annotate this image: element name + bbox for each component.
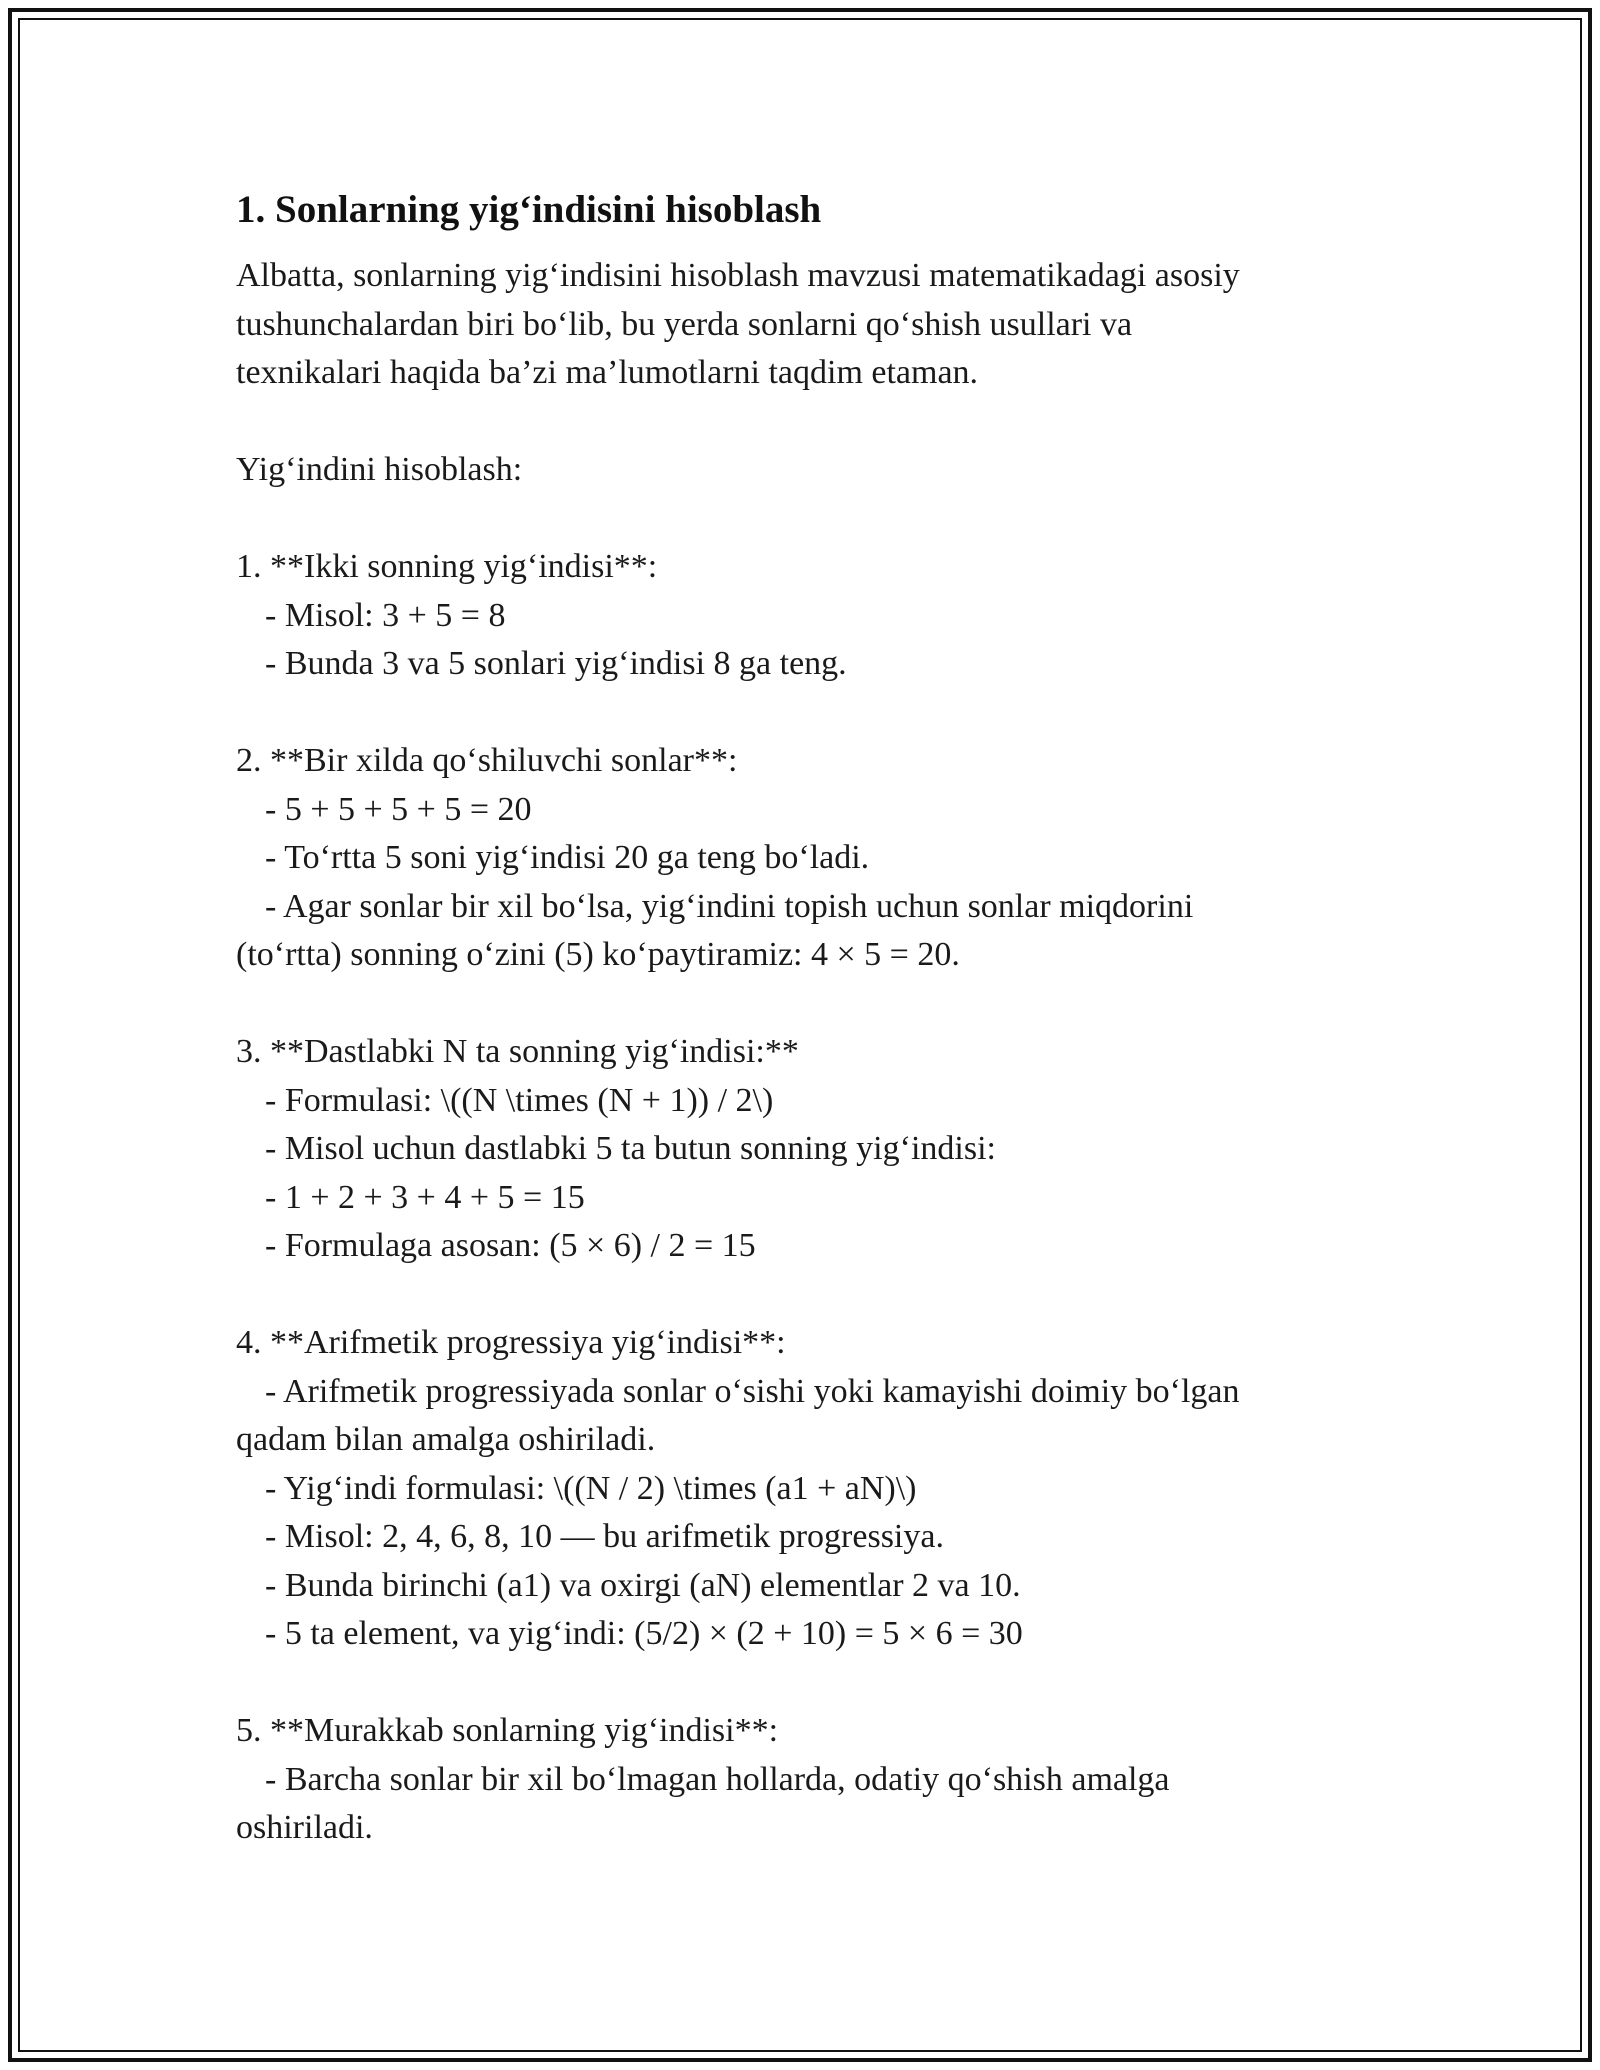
- text-line: - Formulaga asosan: (5 × 6) / 2 = 15: [265, 1227, 756, 1264]
- text-line: texnikalari haqida ba’zi ma’lumotlarni taqdim etaman.: [236, 354, 979, 391]
- text-line: - To‘rtta 5 soni yig‘indisi 20 ga teng bo‘ladi.: [265, 839, 870, 876]
- text-line: - Bunda birinchi (a1) va oxirgi (aN) elementlar 2 va 10.: [265, 1566, 1021, 1604]
- text-line: 3. **Dastlabki N ta sonning yig‘indisi:**: [236, 1033, 799, 1070]
- text-line: 2. **Bir xilda qo‘shiluvchi sonlar**:: [236, 742, 738, 779]
- text-line: - Yig‘indi formulasi: \((N / 2) \times (a1 + aN)\): [265, 1469, 917, 1507]
- text-line: tushunchalardan biri bo‘lib, bu yerda sonlarni qo‘shish usullari va: [236, 305, 1133, 343]
- document-title: 1. Sonlarning yig‘indisini hisoblash: [236, 188, 822, 231]
- text-line: - Barcha sonlar bir xil bo‘lmagan hollarda, odatiy qo‘shish amalga: [265, 1760, 1170, 1798]
- text-line: Yig‘indini hisoblash:: [236, 451, 523, 488]
- text-line: qadam bilan amalga oshiriladi.: [236, 1421, 656, 1458]
- text-line: Albatta, sonlarning yig‘indisini hisoblash mavzusi matematikadagi asosiy: [236, 257, 1240, 294]
- text-line: - Misol: 3 + 5 = 8: [265, 596, 506, 634]
- text-line: - 5 ta element, va yig‘indi: (5/2) × (2 + 10) = 5 × 6 = 30: [265, 1615, 1023, 1652]
- text-line: - Agar sonlar bir xil bo‘lsa, yig‘indini topish uchun sonlar miqdorini: [265, 887, 1194, 925]
- blank-line: [236, 1271, 1366, 1320]
- document-text: [236, 252, 1366, 1853]
- blank-line: [236, 398, 1366, 447]
- text-line: - Arifmetik progressiyada sonlar o‘sishi yoki kamayishi doimiy bo‘lgan: [265, 1372, 1240, 1410]
- blank-line: [236, 495, 1366, 544]
- text-line: - Formulasi: \((N \times (N + 1)) / 2\): [265, 1081, 774, 1119]
- text-line: - Misol: 2, 4, 6, 8, 10 — bu arifmetik progressiya.: [265, 1518, 944, 1555]
- text-line: 5. **Murakkab sonlarning yig‘indisi**:: [236, 1712, 779, 1749]
- document-body: [236, 186, 1366, 1853]
- text-line: - Misol uchun dastlabki 5 ta butun sonning yig‘indisi:: [265, 1130, 996, 1167]
- text-line: 4. **Arifmetik progressiya yig‘indisi**:: [236, 1324, 786, 1361]
- text-line: oshiriladi.: [236, 1809, 373, 1846]
- blank-line: [236, 689, 1366, 738]
- text-line: - 5 + 5 + 5 + 5 = 20: [265, 790, 532, 828]
- text-line: - Bunda 3 va 5 sonlari yig‘indisi 8 ga teng.: [265, 645, 847, 682]
- text-line: - 1 + 2 + 3 + 4 + 5 = 15: [265, 1178, 585, 1216]
- text-line: 1. **Ikki sonning yig‘indisi**:: [236, 548, 658, 585]
- text-line: (to‘rtta) sonning o‘zini (5) ko‘paytiramiz: 4 × 5 = 20.: [236, 936, 960, 973]
- blank-line: [236, 980, 1366, 1029]
- blank-line: [236, 1659, 1366, 1708]
